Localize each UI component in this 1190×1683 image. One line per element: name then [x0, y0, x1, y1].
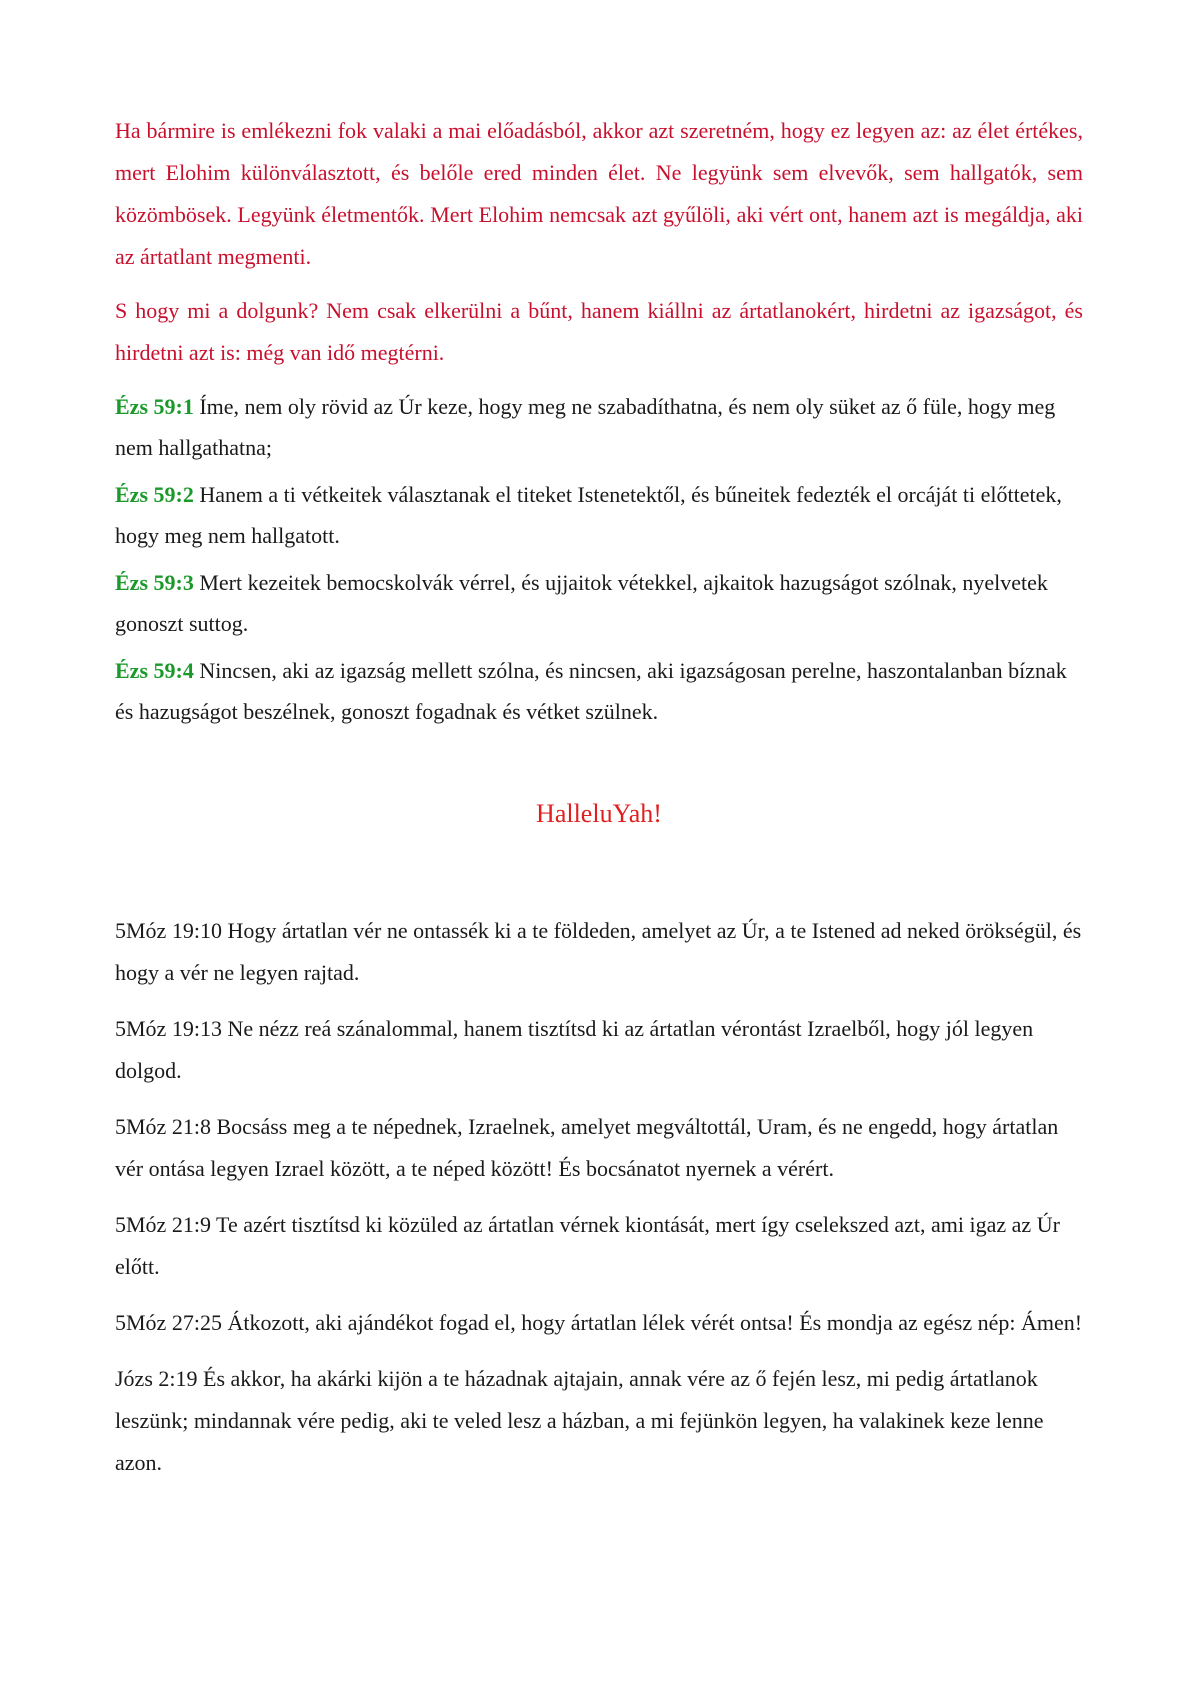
intro-section: [115, 110, 1083, 374]
verse-paragraph: [115, 650, 1083, 732]
reference-verses: [115, 910, 1083, 1484]
verse-text: Hanem a ti vétkeitek választanak el titeket Istenetektől, és bűneitek fedezték el orcáját ti előttetek, hogy meg nem hallgatott.: [115, 482, 1062, 548]
verse-reference: Ézs 59:4: [115, 658, 194, 683]
reference-paragraph: 5Móz 27:25 Átkozott, aki ajándékot fogad el, hogy ártatlan lélek vérét ontsa! És mondja az egész nép: Ámen!: [115, 1310, 1083, 1335]
hallelu-heading: HalleluYah!: [536, 799, 662, 828]
reference-paragraph: Józs 2:19 És akkor, ha akárki kijön a te házadnak ajtajain, annak vére az ő fején lesz, mi pedig ártatlanok leszünk; mindannak vére pedig, aki te veled lesz a házban, a mi fejünkön legyen, ha valakinek keze lenne azon.: [115, 1366, 1044, 1475]
verse-text: Mert kezeitek bemocskolvák vérrel, és ujjaitok vétekkel, ajkaitok hazugságot szólnak, nyelvetek gonoszt suttog.: [115, 570, 1048, 636]
verse-paragraph: [115, 562, 1083, 644]
verse-paragraph: [115, 386, 1083, 468]
verse-reference: Ézs 59:2: [115, 482, 194, 507]
intro-paragraph: Ha bármire is emlékezni fok valaki a mai előadásból, akkor azt szeretném, hogy ez legyen az: az élet értékes, mert Elohim különválasztott, és belőle ered minden élet. Ne legyünk sem elvevők, sem hallgatók, sem közömbösek. Legyünk életmentők. Mert Elohim nemcsak azt gyűlöli, aki vért ont, hanem azt is megáldja, aki az ártatlant megmenti.: [115, 118, 1083, 269]
verse-text: Íme, nem oly rövid az Úr keze, hogy meg ne szabadíthatna, és nem oly süket az ő füle, hogy meg nem hallgathatna;: [115, 394, 1056, 460]
verse-paragraph: [115, 474, 1083, 556]
reference-paragraph: 5Móz 21:8 Bocsáss meg a te népednek, Izraelnek, amelyet megváltottál, Uram, és ne engedd, hogy ártatlan vér ontása legyen Izrael között, a te néped között! És bocsánatot nyernek a vérért.: [115, 1114, 1059, 1181]
verse-reference: Ézs 59:3: [115, 570, 194, 595]
page-content: [115, 110, 1083, 1498]
reference-paragraph: 5Móz 19:10 Hogy ártatlan vér ne ontassék ki a te földeden, amelyet az Úr, a te Istened ad neked örökségül, és hogy a vér ne legyen rajtad.: [115, 918, 1082, 985]
intro-paragraph: S hogy mi a dolgunk? Nem csak elkerülni a bűnt, hanem kiállni az ártatlanokért, hirdetni az igazságot, és hirdetni azt is: még van idő megtérni.: [115, 298, 1083, 365]
verse-text: Nincsen, aki az igazság mellett szólna, és nincsen, aki igazságosan perelne, haszontalanban bíznak és hazugságot beszélnek, gonoszt fogadnak és vétket szülnek.: [115, 658, 1067, 724]
verse-reference: Ézs 59:1: [115, 394, 194, 419]
reference-paragraph: 5Móz 21:9 Te azért tisztítsd ki közüled az ártatlan vérnek kiontását, mert így cselekszed azt, ami igaz az Úr előtt.: [115, 1212, 1060, 1279]
isaiah-verses: [115, 386, 1083, 732]
reference-paragraph: 5Móz 19:13 Ne nézz reá szánalommal, hanem tisztítsd ki az ártatlan vérontást Izraelből, hogy jól legyen dolgod.: [115, 1016, 1034, 1083]
